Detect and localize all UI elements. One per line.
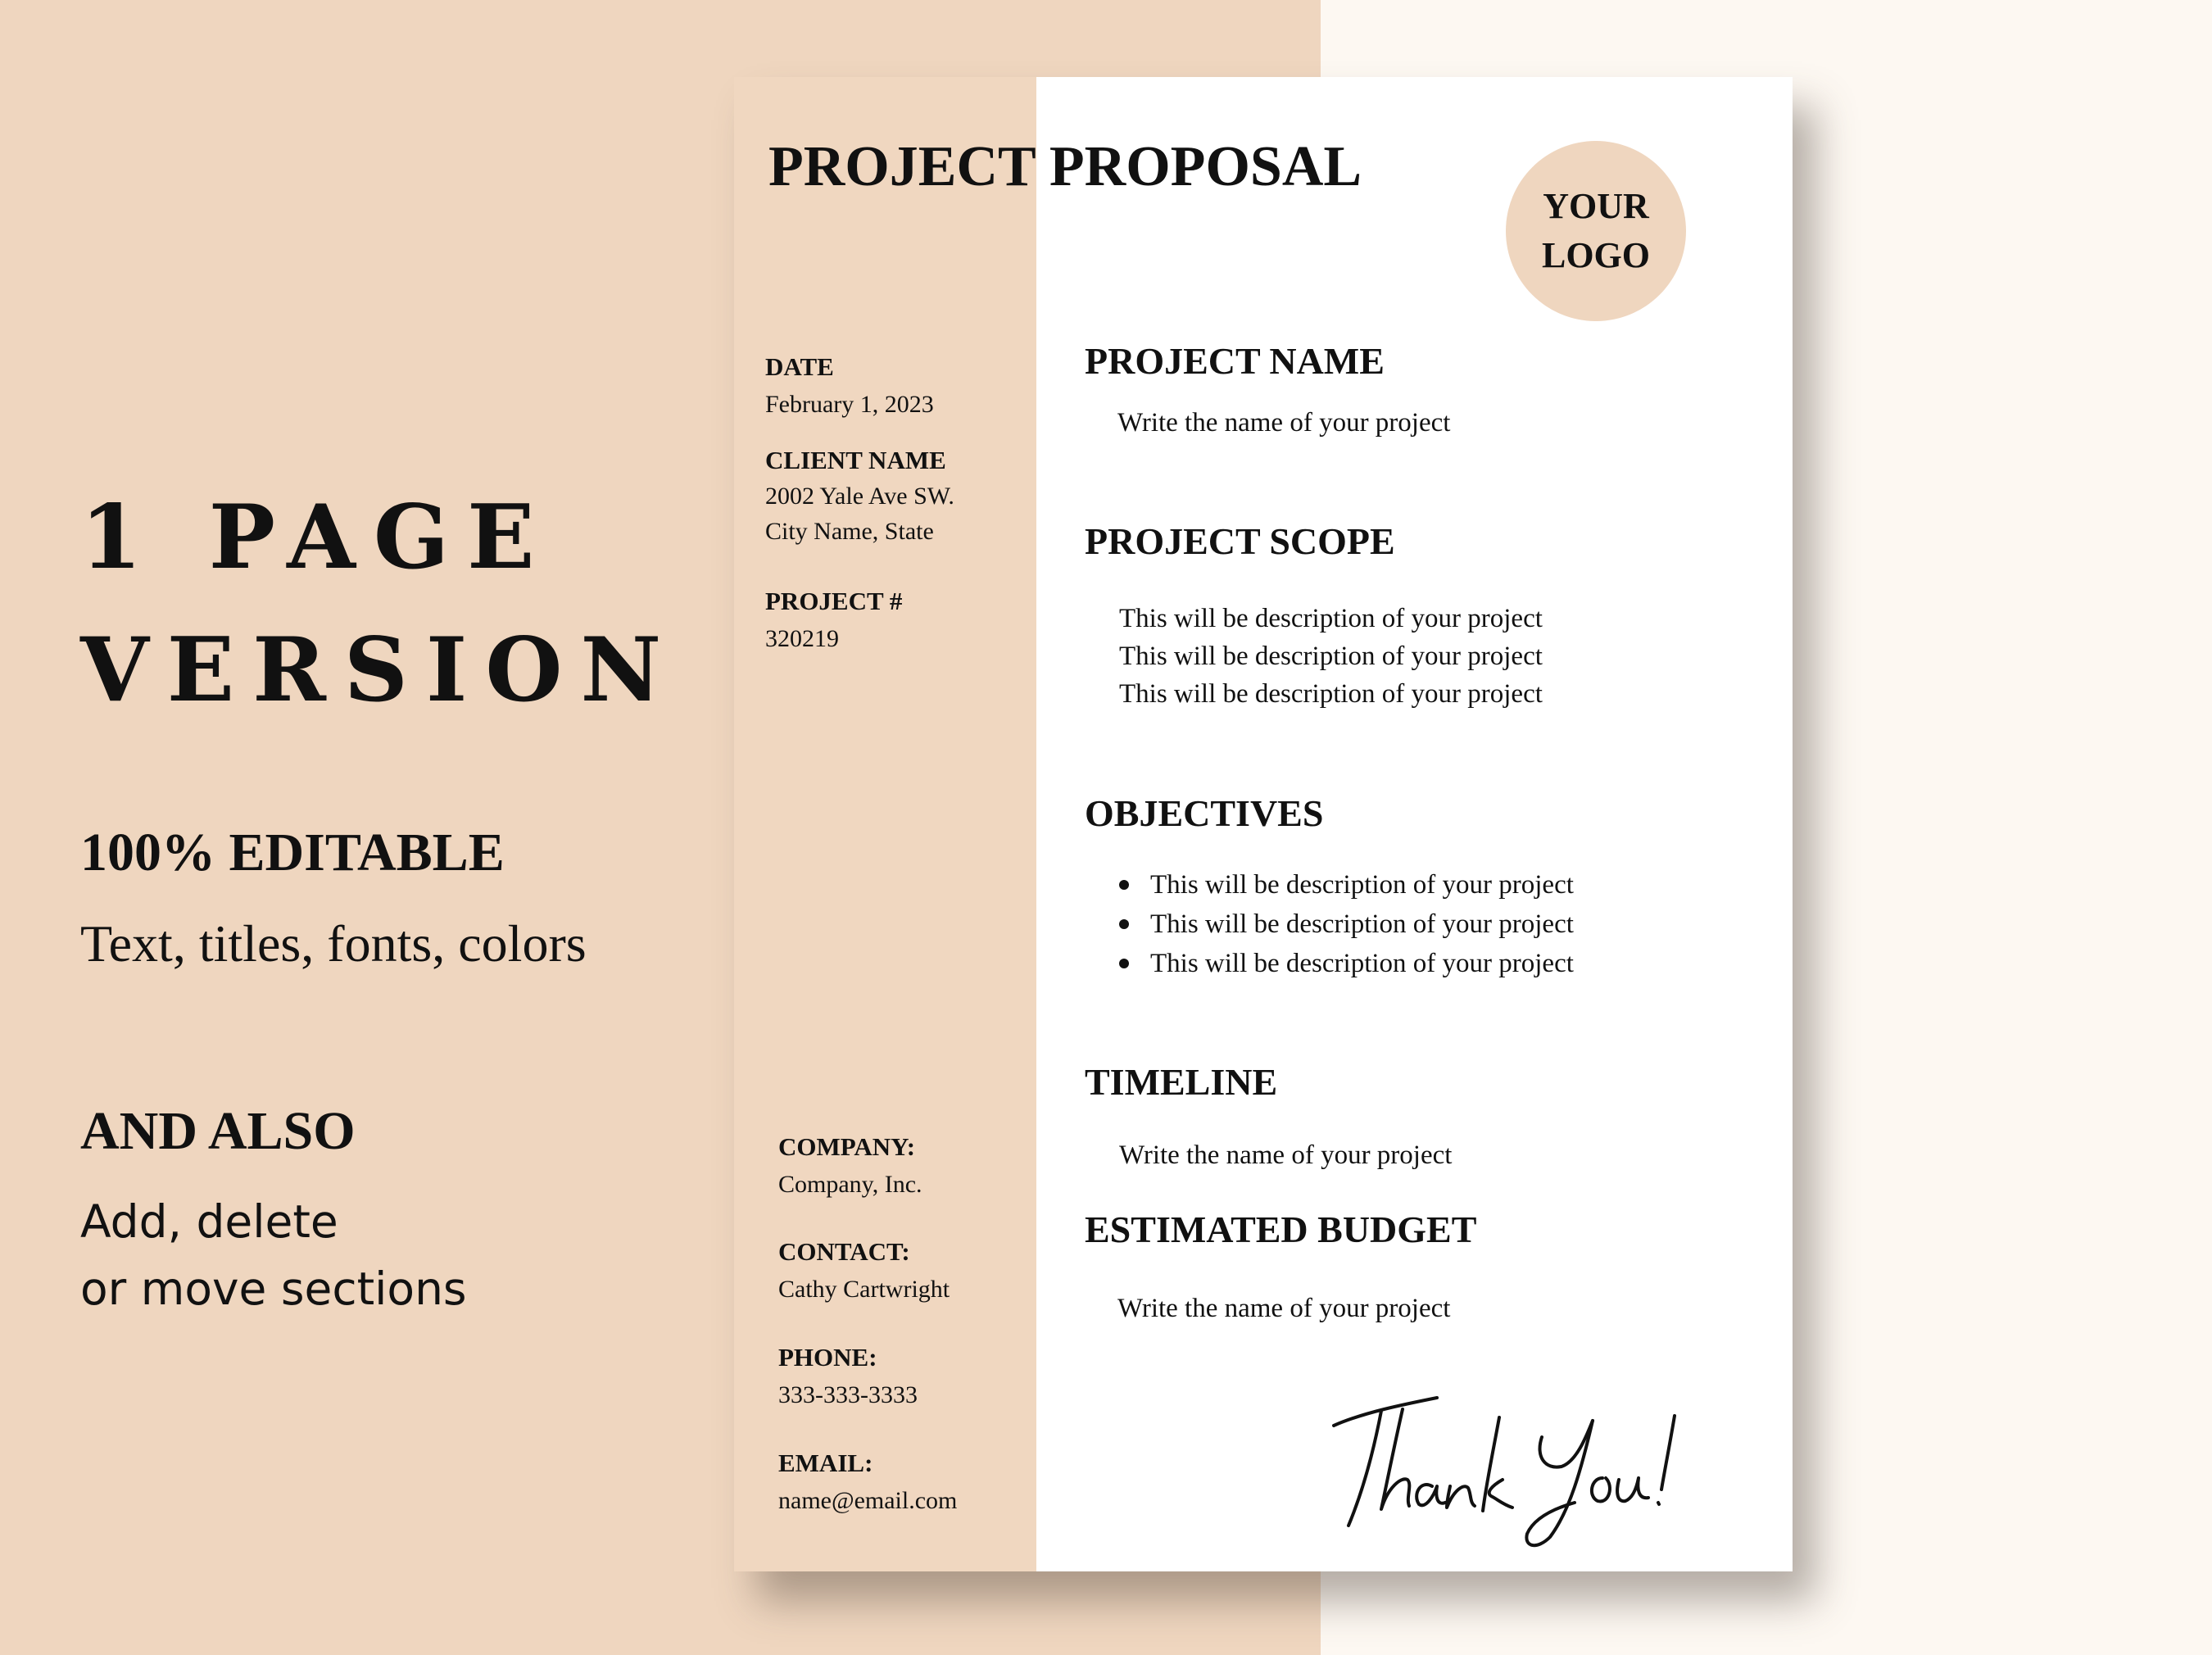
client-address	[765, 478, 954, 549]
client-address-line-1: 2002 Yale Ave SW.	[765, 483, 954, 510]
date-label: DATE	[765, 352, 834, 381]
phone-value: 333-333-3333	[778, 1381, 918, 1408]
objectives-heading: OBJECTIVES	[1085, 792, 1324, 834]
client-address-line-2: City Name, State	[765, 518, 934, 545]
project-number-value: 320219	[765, 625, 839, 652]
phone-label: PHONE:	[778, 1343, 877, 1372]
editable-description: Text, titles, fonts, colors	[80, 914, 587, 973]
also-title: AND ALSO	[80, 1101, 356, 1161]
estimated-budget-text: Write the name of your project	[1117, 1294, 1451, 1323]
date-value: February 1, 2023	[765, 391, 934, 418]
project-scope-heading: PROJECT SCOPE	[1085, 520, 1395, 562]
objective-item: This will be description of your project	[1119, 865, 1574, 905]
objective-item: This will be description of your project	[1119, 905, 1574, 944]
estimated-budget-heading: ESTIMATED BUDGET	[1085, 1208, 1477, 1250]
proposal-document-page	[734, 77, 1793, 1571]
contact-value: Cathy Cartwright	[778, 1276, 950, 1303]
logo-placeholder-line-2: LOGO	[1541, 235, 1651, 275]
also-description-line-2: or move sections	[80, 1263, 467, 1315]
document-title: PROJECT PROPOSAL	[768, 135, 1362, 198]
logo-placeholder-line-1: YOUR	[1543, 186, 1649, 226]
scope-line: This will be description of your project	[1119, 679, 1543, 709]
thank-you-signature	[1330, 1388, 1683, 1560]
timeline-heading: TIMELINE	[1085, 1061, 1278, 1103]
email-value: name@email.com	[778, 1487, 958, 1514]
company-label: COMPANY:	[778, 1132, 916, 1161]
promo-heading-line-2: VERSION	[80, 619, 680, 722]
email-label: EMAIL:	[778, 1449, 873, 1477]
project-name-heading: PROJECT NAME	[1085, 340, 1385, 382]
objectives-list	[1119, 865, 1574, 983]
project-scope-text	[1119, 600, 1543, 713]
logo-placeholder	[1506, 141, 1686, 321]
company-value: Company, Inc.	[778, 1171, 922, 1198]
project-name-text: Write the name of your project	[1117, 408, 1451, 438]
scope-line: This will be description of your project	[1119, 642, 1543, 671]
promo-heading	[80, 471, 679, 737]
project-number-label: PROJECT #	[765, 587, 903, 615]
objective-item: This will be description of your project	[1119, 944, 1574, 983]
promo-heading-line-1: 1 PAGE	[80, 486, 553, 589]
timeline-text: Write the name of your project	[1119, 1140, 1453, 1170]
scope-line: This will be description of your project	[1119, 604, 1543, 633]
client-name-label: CLIENT NAME	[765, 446, 946, 474]
editable-title: 100% EDITABLE	[80, 823, 505, 882]
contact-label: CONTACT:	[778, 1237, 910, 1266]
also-description	[80, 1188, 467, 1322]
also-description-line-1: Add, delete	[80, 1195, 338, 1248]
